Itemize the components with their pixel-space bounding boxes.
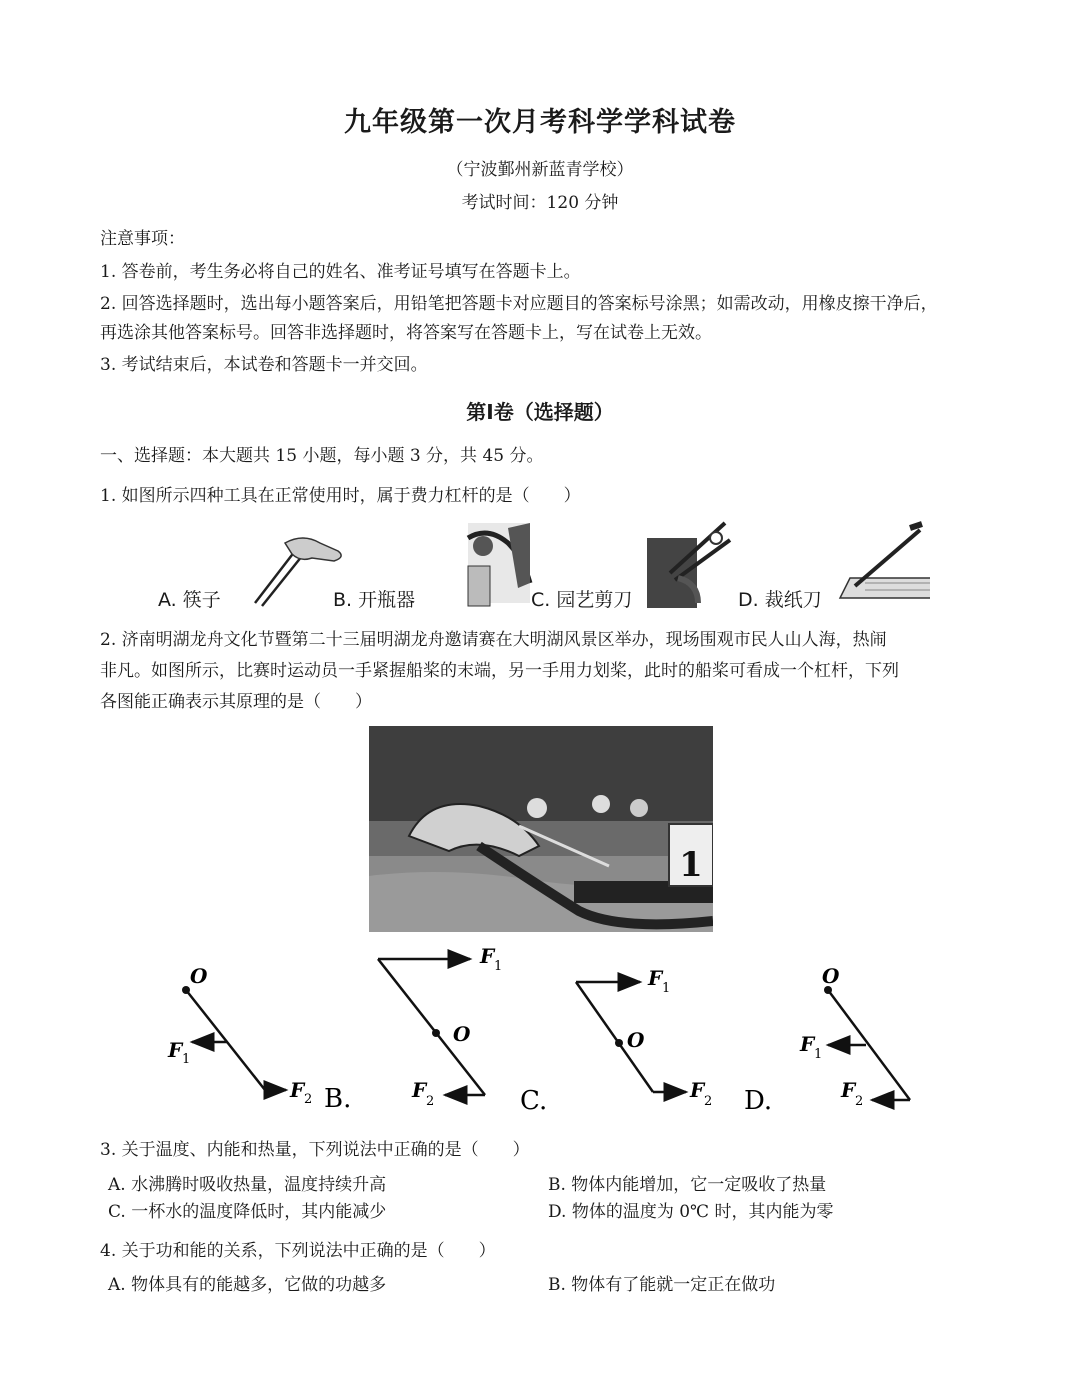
svg-text:O: O [627,1028,645,1052]
svg-text:1: 1 [814,1047,823,1062]
lever-diagram-b [378,945,502,1109]
notice-heading: 注意事项： [100,229,185,249]
exam-duration: 考试时间：120 分钟 [461,193,619,213]
q4-option-a: A. 物体具有的能越多，它做的功越多 [108,1275,387,1295]
notice-item: 1. 答卷前，考生务必将自己的姓名、准考证号填写在答题卡上。 [100,262,581,282]
svg-text:O: O [190,964,208,988]
q1-option-b: B. 开瓶器 [333,589,416,611]
school-name: （宁波鄞州新蓝青学校） [446,160,634,180]
svg-text:1: 1 [662,981,671,996]
svg-text:F: F [290,1078,305,1102]
svg-text:F: F [648,966,663,990]
q1-option-a: A. 筷子 [158,589,221,611]
svg-text:F: F [412,1078,427,1102]
notice-item: 再选涂其他答案标号。回答非选择题时，将答案写在答题卡上，写在试卷上无效。 [100,323,712,343]
svg-text:O: O [822,964,840,988]
q1-option-d: D. 裁纸刀 [738,589,822,611]
svg-text:F: F [800,1032,815,1056]
bottle-opener-image [468,523,530,606]
svg-text:F: F [168,1038,183,1062]
chopsticks-image [255,538,341,606]
svg-text:2: 2 [855,1094,864,1109]
notice-item: 3. 考试结束后，本试卷和答题卡一并交回。 [100,355,428,375]
lever-option-c-label: C. [520,1086,548,1116]
lever-option-d-label: D. [744,1086,773,1116]
svg-text:F: F [841,1078,856,1102]
paper-cutter-image [840,524,930,598]
question-1-stem: 1. 如图所示四种工具在正常使用时，属于费力杠杆的是（ ） [100,486,581,506]
svg-text:O: O [453,1022,471,1046]
q3-option-a: A. 水沸腾时吸收热量，温度持续升高 [108,1175,387,1195]
lever-option-b-label: B. [324,1084,352,1114]
svg-text:2: 2 [304,1092,313,1107]
dragon-boat-photo [369,726,713,932]
q1-option-c: C. 园艺剪刀 [531,589,633,611]
question-4-stem: 4. 关于功和能的关系，下列说法中正确的是（ ） [100,1241,496,1261]
question-2-line: 非凡。如图所示，比赛时运动员一手紧握船桨的末端，另一手用力划桨，此时的船桨可看成一个杠杆，下列 [100,661,899,681]
svg-text:1: 1 [182,1052,191,1067]
q4-option-b: B. 物体有了能就一定正在做功 [548,1275,776,1295]
svg-text:2: 2 [426,1094,435,1109]
section-intro: 一、选择题：本大题共 15 小题，每小题 3 分，共 45 分。 [100,446,544,466]
svg-text:F: F [480,945,495,968]
notice-item: 2. 回答选择题时，选出每小题答案后，用铅笔把答题卡对应题目的答案标号涂黑；如需改动，用橡皮擦干净后， [100,294,938,314]
svg-text:1: 1 [494,959,503,974]
q3-option-c: C. 一杯水的温度降低时，其内能减少 [108,1202,387,1222]
lever-diagrams [160,945,930,1120]
section-title: 第Ⅰ卷（选择题） [466,400,614,424]
garden-shears-image [647,523,730,608]
svg-text:2: 2 [704,1094,713,1109]
pivot-point [182,986,190,994]
q3-option-b: B. 物体内能增加，它一定吸收了热量 [548,1175,827,1195]
svg-text:F: F [690,1078,705,1102]
lever-diagram-a [167,964,312,1107]
lever-diagram-c [576,966,712,1109]
pivot-point [432,1029,440,1037]
exam-title: 九年级第一次月考科学学科试卷 [344,107,736,138]
question-2-line: 各图能正确表示其原理的是（ ） [100,692,372,712]
pivot-point [615,1039,623,1047]
question-2-line: 2. 济南明湖龙舟文化节暨第二十三届明湖龙舟邀请赛在大明湖风景区举办，现场围观市民人山人海，热闹 [100,630,887,650]
q3-option-d: D. 物体的温度为 0℃ 时，其内能为零 [548,1202,834,1222]
lever-diagram-d [799,964,910,1109]
question-3-stem: 3. 关于温度、内能和热量，下列说法中正确的是（ ） [100,1140,530,1160]
boat-number: 1 [679,845,703,885]
